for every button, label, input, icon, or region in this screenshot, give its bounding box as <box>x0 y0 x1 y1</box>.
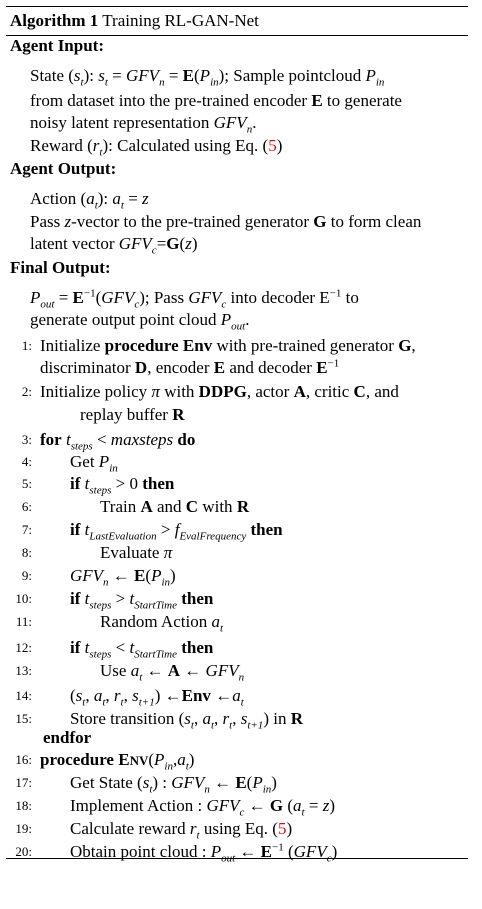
line-number: 4: <box>21 454 32 469</box>
step-14: ($s_t$, $a_t$, $r_t$, $s_{t+1}$) ←Env $\leftarrow a_t$ <box>70 686 244 709</box>
step-6: Train A and C with R <box>100 497 250 516</box>
line-number: 14: <box>15 688 32 703</box>
step-12: if $t_{steps} < t_{StartTime}$ then <box>70 638 214 661</box>
final-line-2: generate output point cloud $P_{out}$. <box>30 310 250 333</box>
line-number: 12: <box>15 640 32 655</box>
line-number: 17: <box>15 775 32 790</box>
top-rule <box>6 6 468 7</box>
step-9: $GFV_n$ ← $E(P_{in})$ <box>70 566 176 589</box>
algorithm-title <box>10 11 259 31</box>
eq-reference[interactable]: 5 <box>268 136 277 155</box>
line-number: 3: <box>21 432 32 447</box>
algorithm-name: Training RL-GAN-Net <box>102 11 259 30</box>
line-number: 8: <box>21 545 32 560</box>
step-3: for $t_{steps}$ < maxsteps do <box>40 430 196 453</box>
final-output-heading: Final Output: <box>10 258 111 277</box>
step-8: Evaluate π <box>100 543 173 562</box>
line-number: 19: <box>15 821 32 836</box>
step-10: if $t_{steps} > t_{StartTime}$ then <box>70 589 214 612</box>
line-number: 2: <box>21 384 32 399</box>
step-16: procedure $ENV(P_{in},a_t)$ <box>40 750 195 773</box>
algorithm-label: Algorithm 1 <box>10 11 99 30</box>
step-7: if $t_{LastEvaluation} > f_{EvalFrequency}$ then <box>70 520 283 543</box>
step-20: Obtain point cloud : $P_{out}$ ← $E^{-1}$ $(GFV_c)$ <box>70 841 338 865</box>
step-11: Random Action $a_t$ <box>100 612 224 635</box>
step-18: Implement Action : $GFV_c$ ← G $(a_t = z)$ <box>70 796 335 819</box>
final-line-1: $P_{out} = E^{-1}(GFV_c)$; Pass $GFV_c$ into decoder $E^{-1}$ to <box>30 287 359 311</box>
step-2-cont: replay buffer R <box>80 405 185 424</box>
line-number: 20: <box>15 844 32 859</box>
step-5: if $t_{steps} > 0$ then <box>70 474 175 497</box>
line-number: 9: <box>21 568 32 583</box>
state-line-1: State $(s_t)$: $s_t = GFV_n = E(P_{in})$; Sample pointcloud $P_{in}$ <box>30 66 385 89</box>
line-number: 6: <box>21 499 32 514</box>
line-number: 5: <box>21 476 32 491</box>
state-line-2: from dataset into the pre-trained encoder E to generate <box>30 91 402 110</box>
step-4: Get $P_{in}$ <box>70 452 118 475</box>
algorithm-box <box>6 6 468 865</box>
line-number: 13: <box>15 663 32 678</box>
step-1-cont: discriminator D, encoder E and decoder $E^{-1}$ <box>40 357 340 377</box>
bottom-rule <box>6 858 468 859</box>
line-number: 10: <box>15 591 32 606</box>
action-line: Action $(a_t)$: $a_t = z$ <box>30 189 149 212</box>
pass-line-2: latent vector $GFV_c=G(z)$ <box>30 234 198 257</box>
step-19: Calculate reward $r_t$ using Eq. (5) <box>70 819 293 842</box>
line-number: 1: <box>21 338 32 353</box>
line-number: 15: <box>15 711 32 726</box>
reward-line: Reward $(r_t)$: Calculated using Eq. (5) <box>30 136 283 159</box>
eq-reference[interactable]: 5 <box>277 819 287 838</box>
line-number: 18: <box>15 798 32 813</box>
step-17: Get State $(s_t)$ : $GFV_n$ ← $E(P_{in})$ <box>70 773 277 796</box>
pass-line-1: Pass z-vector to the pre-trained generator G to form clean <box>30 212 422 231</box>
step-2: Initialize policy π with DDPG, actor A, critic C, and <box>40 382 399 401</box>
agent-input-heading: Agent Input: <box>10 36 104 55</box>
agent-output-heading: Agent Output: <box>10 159 117 178</box>
line-number: 16: <box>15 752 32 767</box>
step-1: Initialize procedure Env with pre-trained generator G, <box>40 336 416 355</box>
state-line-3: noisy latent representation $GFV_n$. <box>30 113 257 136</box>
line-number: 7: <box>21 522 32 537</box>
line-number: 11: <box>15 614 32 629</box>
endfor-keyword: endfor <box>43 728 92 747</box>
step-15: Store transition ($s_t$, $a_t$, $r_t$, $s_{t+1}$) in R <box>70 709 303 732</box>
step-13: Use $a_t$ ← A ← $GFV_n$ <box>100 661 245 684</box>
